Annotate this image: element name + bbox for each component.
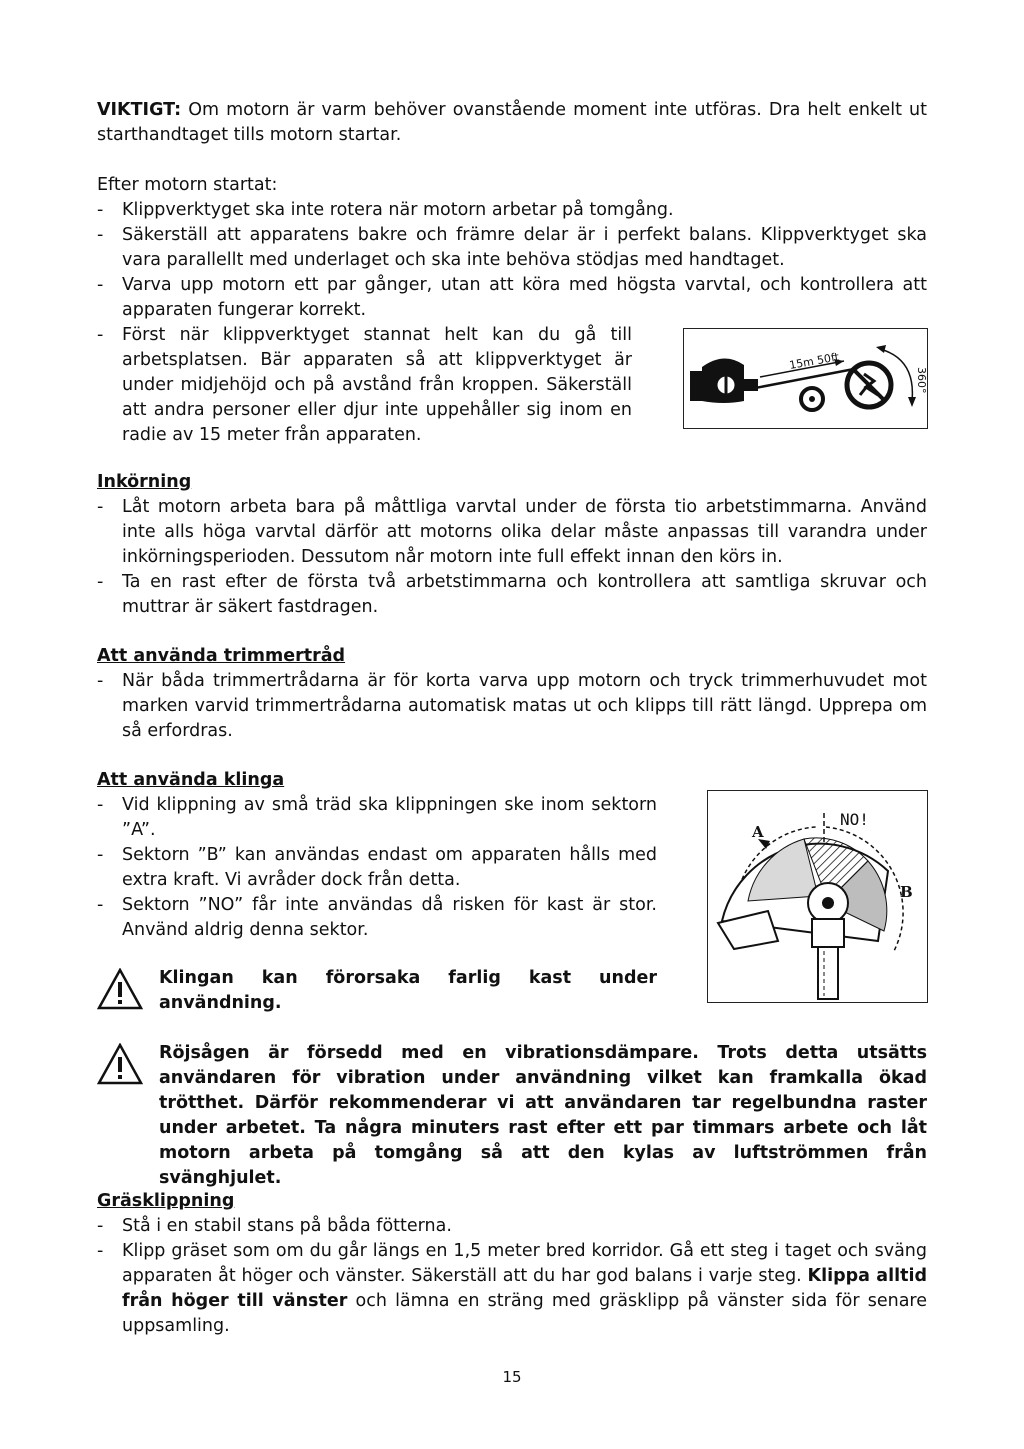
section-heading-blade: Att använda klinga bbox=[97, 770, 285, 790]
after-start-lead: Efter motorn startat: bbox=[97, 175, 278, 195]
angle-label: 360° bbox=[915, 367, 927, 394]
list-item-text: Klippverktyget ska inte rotera när motorn arbetar på tomgång. bbox=[122, 200, 674, 220]
list-dash: - bbox=[97, 845, 104, 865]
warning-text: Klingan kan förorsaka farlig kast under användning. bbox=[159, 968, 657, 1013]
list-item-text: Säkerställ att apparatens bakre och främre delar är i perfekt balans. Klippverktyget ska vara parallellt med underlaget och ska inte behöva stödjas med handtaget. bbox=[122, 225, 927, 270]
list-dash: - bbox=[97, 1216, 104, 1236]
safety-distance-illustration bbox=[684, 329, 927, 428]
grass-text-start: Klipp gräset som om du går längs en 1,5 meter bred korridor. Gå ett steg i taget och sväng apparaten åt höger och vänster. Säkerställ att du har god balans i varje steg. bbox=[122, 1241, 927, 1286]
warning-vibration bbox=[97, 1041, 927, 1188]
list-dash: - bbox=[97, 795, 104, 815]
operator-body-icon bbox=[690, 371, 702, 401]
list-item-text: Varva upp motorn ett par gånger, utan att köra med högsta varvtal, och kontrollera att apparaten fungerar korrekt. bbox=[122, 275, 927, 320]
list-item-text: Ta en rast efter de första två arbetstimmarna och kontrollera att samtliga skruvar och muttrar är säkert fastdragen. bbox=[122, 572, 927, 617]
list-dash: - bbox=[97, 225, 104, 245]
shaft-icon bbox=[818, 947, 838, 999]
important-label: VIKTIGT: bbox=[97, 100, 182, 120]
section-heading-breakin: Inkörning bbox=[97, 472, 192, 492]
section-heading-trimmer: Att använda trimmertråd bbox=[97, 646, 346, 666]
list-dash: - bbox=[97, 275, 104, 295]
safety-distance-figure bbox=[683, 328, 928, 429]
page-number: 15 bbox=[502, 1368, 522, 1386]
warning-text: Röjsågen är försedd med en vibrationsdämpare. Trots detta utsätts användaren för vibration under användning vilket kan framkalla ökad trötthet. Därför rekommenderar vi att användaren tar regelbundna raster under arbetet. Ta några minuters rast efter ett par timmars arbete och låt motorn arbeta på tomgång så att den kylas av luftströmmen från svänghjulet. bbox=[159, 1043, 927, 1188]
list-dash: - bbox=[97, 1241, 104, 1261]
list-dash: - bbox=[97, 325, 104, 345]
list-item-text bbox=[122, 1239, 927, 1339]
blade-sector-illustration bbox=[708, 791, 927, 1002]
no-sector-label: NO! bbox=[840, 810, 869, 829]
list-item-text: Först när klippverktyget stannat helt kan du gå till arbetsplatsen. Bär apparaten så att klippverktyget är under midjehöjd och på avstånd från kroppen. Säkerställ att andra personer eller djur inte uppehåller sig inom en radie av 15 meter från apparaten. bbox=[122, 325, 632, 445]
list-item-text: Sektorn ”NO” får inte användas då risken för kast är stor. Använd aldrig denna sektor. bbox=[122, 895, 657, 940]
list-dash: - bbox=[97, 671, 104, 691]
list-dash: - bbox=[97, 895, 104, 915]
list-item-text: När båda trimmertrådarna är för korta varva upp motorn och tryck trimmerhuvudet mot marken varvid trimmertrådarna automatisk matas ut och klipps till rätt längd. Upprepa om så erfordras. bbox=[122, 671, 927, 741]
list-item-text: Låt motorn arbeta bara på måttliga varvtal under de första tio arbetstimmarna. Använd inte alls höga varvtal därför att motorns olika delar måste anpassas till varandra under inkörningsperioden. Dessutom når motorn inte full effekt innan den körs in. bbox=[122, 497, 927, 567]
section-heading-grass: Gräsklippning bbox=[97, 1191, 235, 1211]
sector-b-label: B bbox=[900, 883, 913, 901]
list-item-text: Sektorn ”B” kan användas endast om apparaten hålls med extra kraft. Vi avråder dock från detta. bbox=[122, 845, 657, 890]
blade-sector-figure bbox=[707, 790, 928, 1003]
sector-a-label: A bbox=[752, 823, 764, 841]
warning-triangle-icon bbox=[97, 968, 143, 1010]
list-dash: - bbox=[97, 497, 104, 517]
warning-triangle-icon bbox=[97, 1043, 143, 1085]
grass-text-emphasis: Klippa alltid från höger till vänster bbox=[122, 1266, 927, 1311]
list-dash: - bbox=[97, 200, 104, 220]
list-item-text: Vid klippning av små träd ska klippningen ske inom sektorn ”A”. bbox=[122, 795, 657, 840]
important-note bbox=[97, 98, 927, 148]
grass-text-end: och lämna en sträng med gräsklipp på vänster sida för senare uppsamling. bbox=[122, 1291, 927, 1336]
warning-kickback bbox=[97, 966, 657, 1016]
list-item-text: Stå i en stabil stans på båda fötterna. bbox=[122, 1216, 452, 1236]
list-dash: - bbox=[97, 572, 104, 592]
distance-label: 15m 50ft bbox=[788, 350, 840, 372]
important-text: Om motorn är varm behöver ovanstående moment inte utföras. Dra helt enkelt ut starthandtaget tills motorn startar. bbox=[97, 100, 927, 145]
